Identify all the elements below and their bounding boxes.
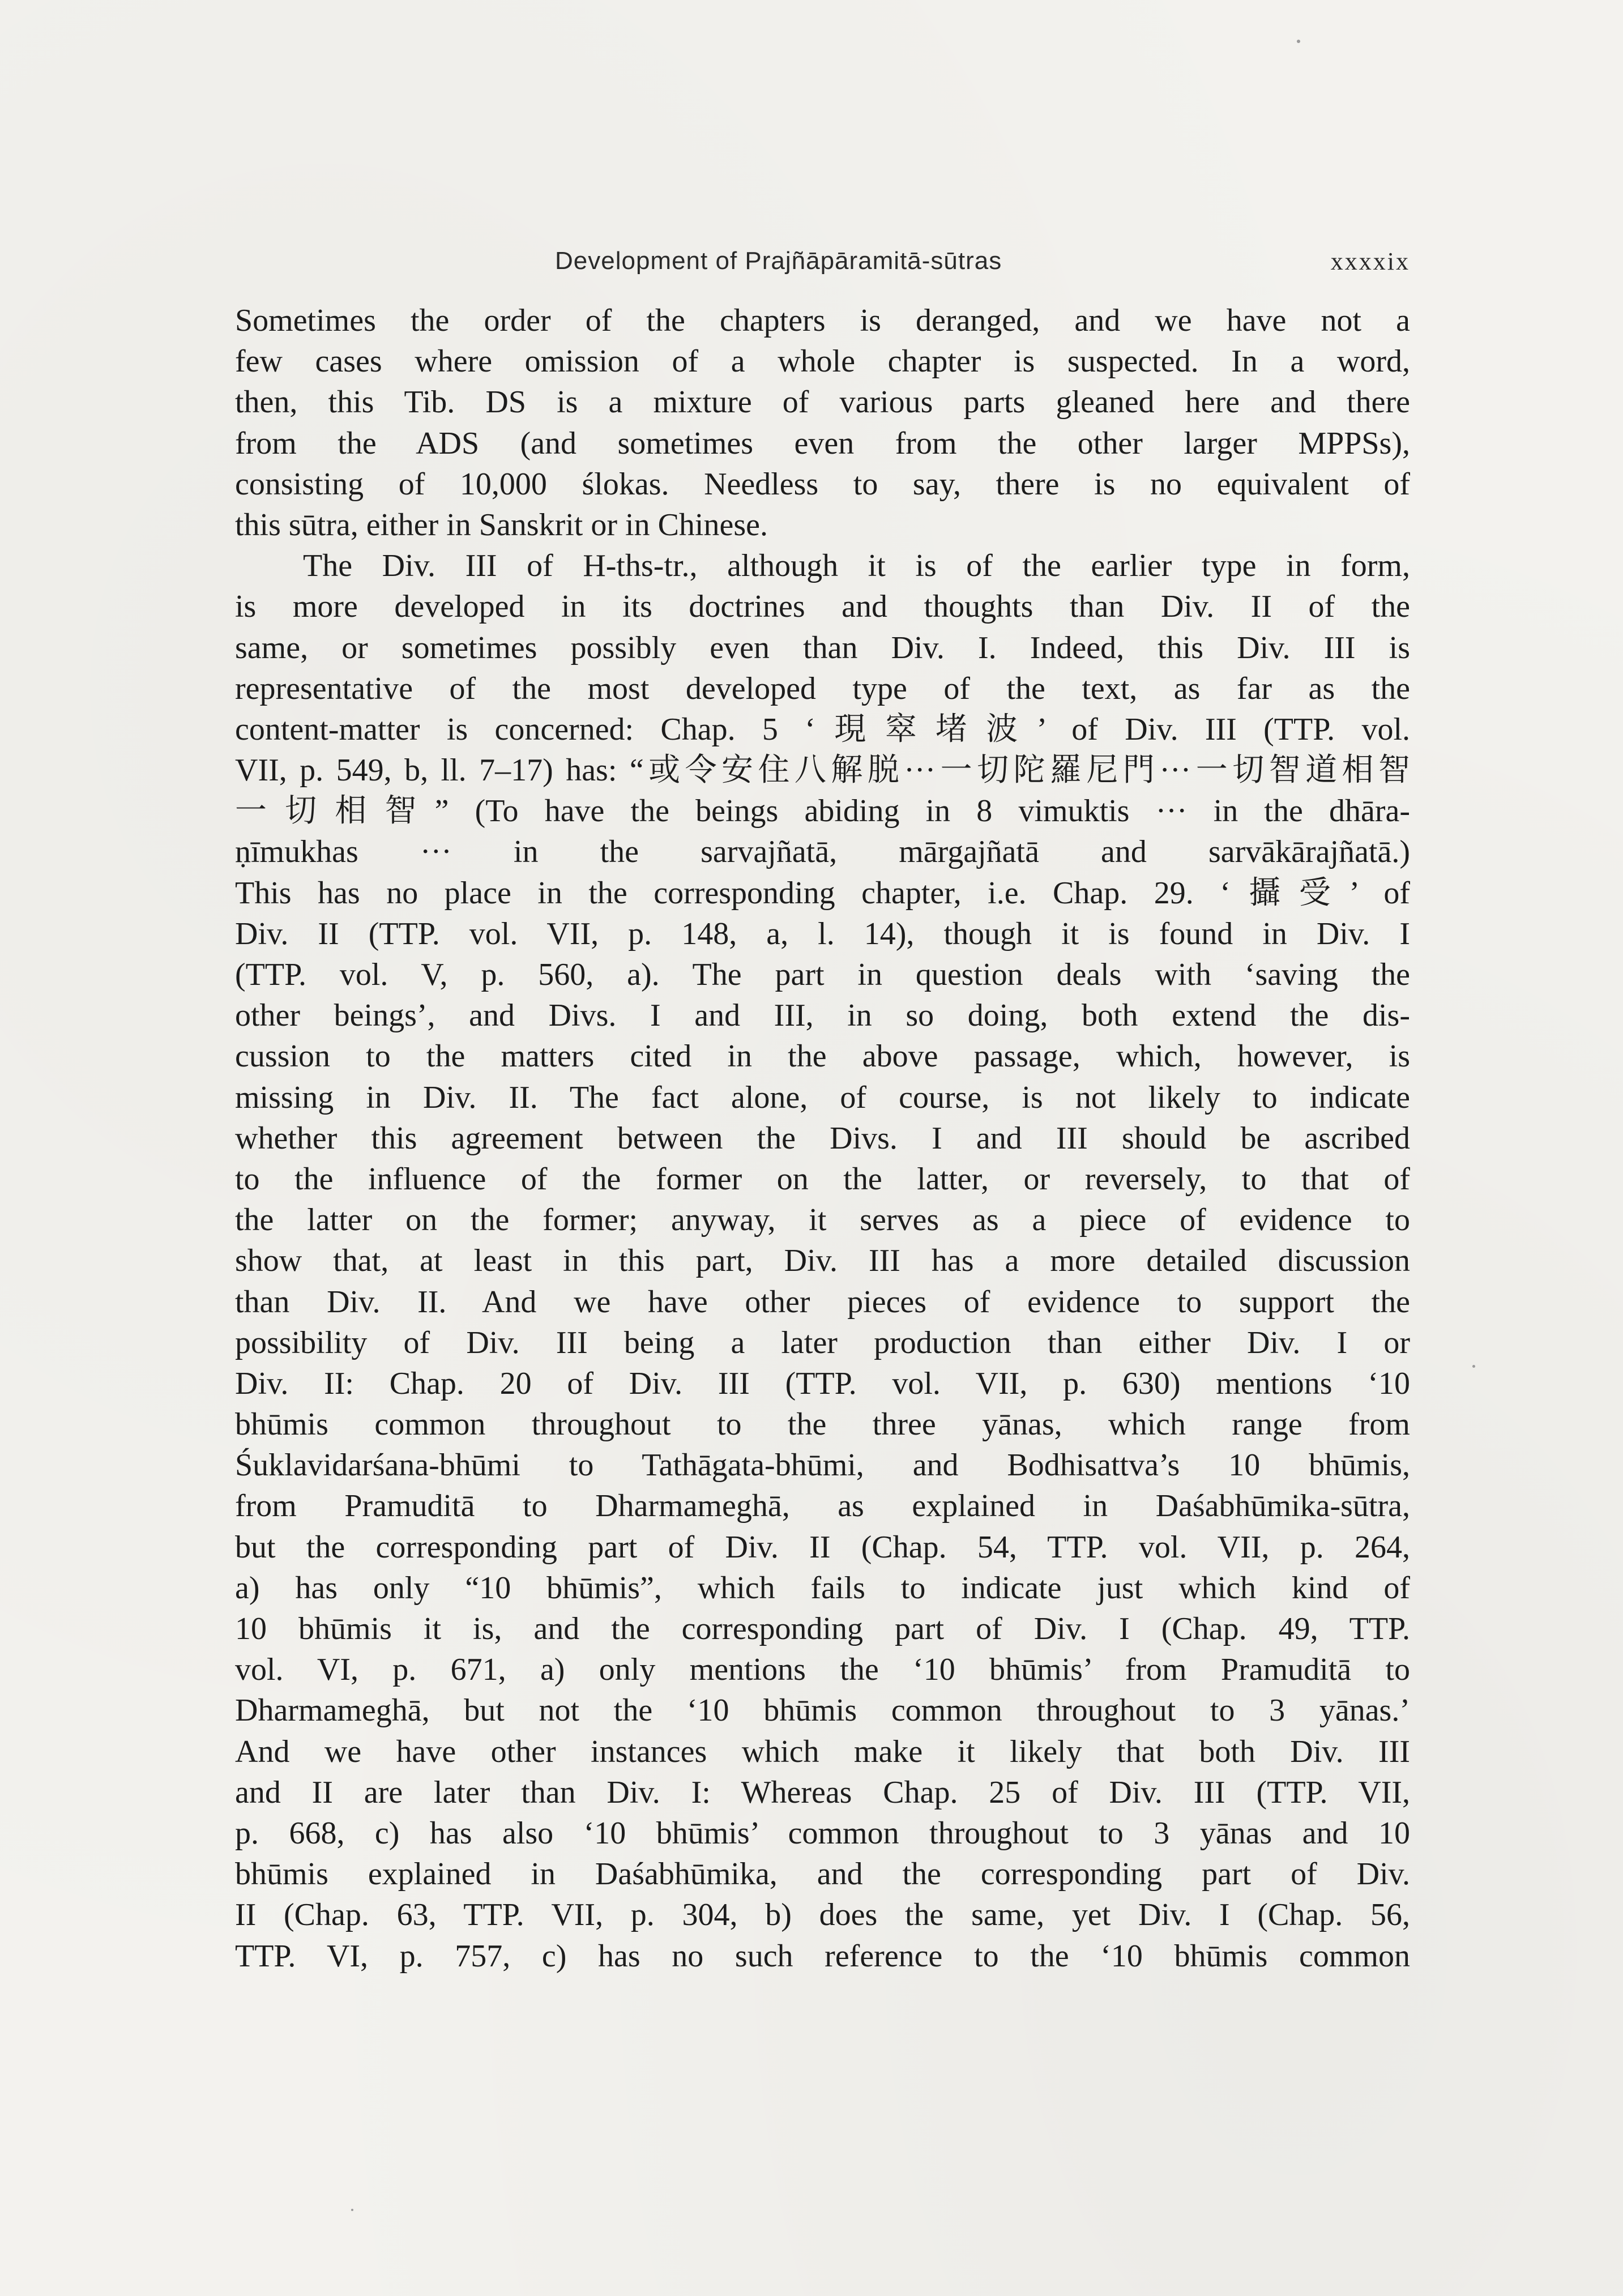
- text-line: TTP. VI, p. 757, c) has no such reference to the ‘10 bhūmis common: [235, 1938, 1410, 1974]
- text-line: to the influence of the former on the latter, or reversely, to that of: [235, 1161, 1410, 1197]
- text-line: is more developed in its doctrines and thoughts than Div. II of the: [235, 589, 1410, 625]
- page-number: xxxxix: [1330, 247, 1410, 275]
- text-line: consisting of 10,000 ślokas. Needless to say, there is no equivalent of: [235, 466, 1410, 502]
- text-line: cussion to the matters cited in the above passage, which, however, is: [235, 1039, 1410, 1074]
- text-line: Sometimes the order of the chapters is deranged, and we have not a: [235, 303, 1410, 338]
- text-line: And we have other instances which make it likely that both Div. III: [235, 1734, 1410, 1769]
- text-line: whether this agreement between the Divs. I and III should be ascribed: [235, 1120, 1410, 1156]
- text-line: same, or sometimes possibly even than Div. I. Indeed, this Div. III is: [235, 630, 1410, 665]
- text-line: ṇīmukhas ··· in the sarvajñatā, mārgajñatā and sarvākārajñatā.): [235, 834, 1410, 870]
- page-header: [238, 247, 1410, 287]
- text-line: Div. II: Chap. 20 of Div. III (TTP. vol. VII, p. 630) mentions ‘10: [235, 1365, 1410, 1401]
- text-line: II (Chap. 63, TTP. VII, p. 304, b) does the same, yet Div. I (Chap. 56,: [235, 1897, 1410, 1933]
- paragraph-2: [235, 545, 1410, 1977]
- text-line: then, this Tib. DS is a mixture of various parts gleaned here and there: [235, 385, 1410, 420]
- text-line: The Div. III of H-ths-tr., although it is of the earlier type in form,: [303, 548, 1410, 584]
- text-line: Dharmameghā, but not the ‘10 bhūmis common throughout to 3 yānas.’: [235, 1693, 1410, 1729]
- text-line: the latter on the former; anyway, it serves as a piece of evidence to: [235, 1202, 1410, 1238]
- body-text: [235, 300, 1410, 1977]
- text-line: from Pramuditā to Dharmameghā, as explained in Daśabhūmika-sūtra,: [235, 1488, 1410, 1524]
- text-line: bhūmis common throughout to the three yānas, which range from: [235, 1407, 1410, 1443]
- text-line: Śuklavidarśana-bhūmi to Tathāgata-bhūmi, and Bodhisattva’s 10 bhūmis,: [235, 1448, 1410, 1483]
- text-line: other beings’, and Divs. I and III, in so doing, both extend the dis-: [235, 998, 1410, 1034]
- scan-speck: [1297, 40, 1300, 43]
- text-line: Div. II (TTP. vol. VII, p. 148, a, l. 14), though it is found in Div. I: [235, 916, 1410, 951]
- text-line: a) has only “10 bhūmis”, which fails to indicate just which kind of: [235, 1570, 1410, 1606]
- text-line: (TTP. vol. V, p. 560, a). The part in question deals with ‘saving the: [235, 957, 1410, 992]
- text-line: but the corresponding part of Div. II (Chap. 54, TTP. vol. VII, p. 264,: [235, 1529, 1410, 1565]
- text-line: VII, p. 549, b, ll. 7–17) has: “或令安住八解脱···一切陀羅尼門···一切智道相智: [235, 753, 1410, 788]
- scan-speck: [351, 2209, 353, 2211]
- text-line: 一切相智” (To have the beings abiding in 8 vimuktis ··· in the dhāra-: [235, 793, 1410, 829]
- text-line: and II are later than Div. I: Whereas Chap. 25 of Div. III (TTP. VII,: [235, 1774, 1410, 1810]
- text-line: vol. VI, p. 671, a) only mentions the ‘10 bhūmis’ from Pramuditā to: [235, 1652, 1410, 1688]
- text-line: 10 bhūmis it is, and the corresponding part of Div. I (Chap. 49, TTP.: [235, 1611, 1410, 1646]
- text-line: This has no place in the corresponding chapter, i.e. Chap. 29. ‘攝受’ of: [235, 875, 1410, 911]
- running-title: Development of Prajñāpāramitā-sūtras: [555, 247, 1002, 275]
- text-line: content-matter is concerned: Chap. 5 ‘現窣堵波’ of Div. III (TTP. vol.: [235, 711, 1410, 747]
- text-line: from the ADS (and sometimes even from the other larger MPPSs),: [235, 425, 1410, 461]
- paragraph-1: [235, 300, 1410, 545]
- scan-speck: [1472, 1365, 1475, 1368]
- text-line: than Div. II. And we have other pieces of evidence to support the: [235, 1284, 1410, 1320]
- text-line: bhūmis explained in Daśabhūmika, and the corresponding part of Div.: [235, 1857, 1410, 1892]
- text-line: show that, at least in this part, Div. III has a more detailed discussion: [235, 1243, 1410, 1279]
- text-line: this sūtra, either in Sanskrit or in Chinese.: [235, 507, 768, 543]
- text-line: p. 668, c) has also ‘10 bhūmis’ common throughout to 3 yānas and 10: [235, 1815, 1410, 1851]
- text-line: representative of the most developed type of the text, as far as the: [235, 671, 1410, 706]
- text-line: missing in Div. II. The fact alone, of course, is not likely to indicate: [235, 1079, 1410, 1115]
- text-line: possibility of Div. III being a later production than either Div. I or: [235, 1325, 1410, 1360]
- text-line: few cases where omission of a whole chapter is suspected. In a word,: [235, 344, 1410, 379]
